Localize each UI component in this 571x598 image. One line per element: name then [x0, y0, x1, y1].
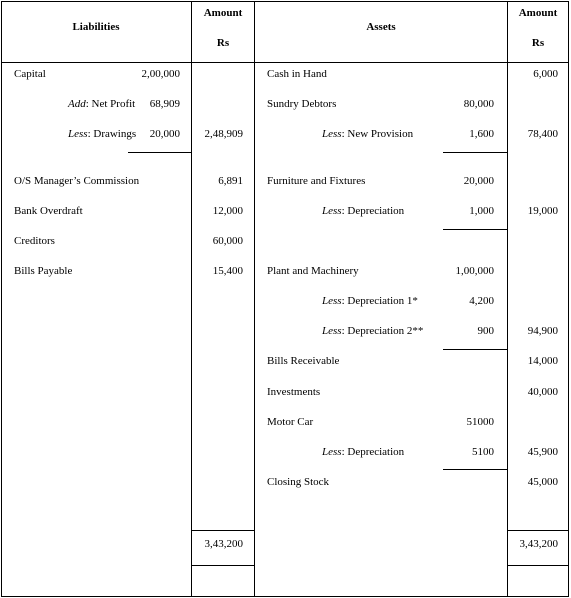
- plant-total: 94,900: [527, 325, 558, 337]
- table-border-bottom: [1, 596, 569, 597]
- motor-depreciation-label: Less: Depreciation: [322, 446, 405, 458]
- table-border-top: [1, 1, 569, 2]
- debtors-label: Sundry Debtors: [267, 98, 337, 110]
- subtotal-rule: [443, 349, 507, 350]
- new-provision-label: Less: New Provision: [322, 128, 414, 140]
- cash-total: 6,000: [533, 68, 558, 80]
- plant-depreciation-2-label: Less: Depreciation 2**: [322, 325, 424, 337]
- debtors-value: 80,000: [463, 98, 494, 110]
- bills-receivable-label: Bills Receivable: [267, 355, 340, 367]
- furniture-label: Furniture and Fixtures: [267, 175, 366, 187]
- net-profit-label: Add: Net Profit: [68, 98, 136, 110]
- new-provision-value: 1,600: [469, 128, 494, 140]
- bills-receivable-total: 14,000: [527, 355, 558, 367]
- subtotal-rule: [128, 152, 191, 153]
- drawings-label: Less: Drawings: [68, 128, 137, 140]
- bank-overdraft-label: Bank Overdraft: [14, 205, 83, 217]
- total-rule: [507, 565, 569, 566]
- capital-value: 2,00,000: [141, 68, 180, 80]
- column-divider: [254, 1, 255, 597]
- creditors-label: Creditors: [14, 235, 55, 247]
- furniture-depreciation-label: Less: Depreciation: [322, 205, 405, 217]
- amount-heading: Amount: [203, 7, 243, 19]
- motor-car-label: Motor Car: [267, 416, 314, 428]
- currency-heading: Rs: [531, 37, 545, 49]
- drawings-value: 20,000: [149, 128, 180, 140]
- cash-label: Cash in Hand: [267, 68, 327, 80]
- total-rule: [191, 530, 255, 531]
- column-divider: [507, 1, 508, 597]
- motor-car-value: 51000: [466, 416, 494, 428]
- manager-commission-total: 6,891: [218, 175, 243, 187]
- plant-depreciation-1-label: Less: Depreciation 1*: [322, 295, 418, 307]
- plant-depreciation-1-value: 4,200: [469, 295, 494, 307]
- capital-total: 2,48,909: [204, 128, 243, 140]
- closing-stock-total: 45,000: [527, 476, 558, 488]
- subtotal-rule: [443, 229, 507, 230]
- furniture-depreciation-value: 1,000: [469, 205, 494, 217]
- assets-grand-total: 3,43,200: [519, 538, 558, 550]
- manager-commission-label: O/S Manager’s Commission: [14, 175, 140, 187]
- column-divider: [191, 1, 192, 597]
- plant-value: 1,00,000: [455, 265, 494, 277]
- motor-car-total: 45,900: [527, 446, 558, 458]
- closing-stock-label: Closing Stock: [267, 476, 330, 488]
- currency-heading: Rs: [216, 37, 230, 49]
- motor-depreciation-value: 5100: [472, 446, 494, 458]
- table-border-left: [1, 1, 2, 597]
- capital-label: Capital: [14, 68, 46, 80]
- header-divider: [1, 62, 569, 63]
- creditors-total: 60,000: [212, 235, 243, 247]
- bills-payable-label: Bills Payable: [14, 265, 73, 277]
- plant-label: Plant and Machinery: [267, 265, 359, 277]
- total-rule: [191, 565, 255, 566]
- furniture-total: 19,000: [527, 205, 558, 217]
- total-rule: [507, 530, 569, 531]
- bills-payable-total: 15,400: [212, 265, 243, 277]
- investments-total: 40,000: [527, 386, 558, 398]
- subtotal-rule: [443, 152, 507, 153]
- liabilities-grand-total: 3,43,200: [204, 538, 243, 550]
- net-profit-value: 68,909: [149, 98, 180, 110]
- investments-label: Investments: [267, 386, 321, 398]
- assets-heading: Assets: [366, 21, 396, 33]
- plant-depreciation-2-value: 900: [477, 325, 494, 337]
- liabilities-heading: Liabilities: [72, 21, 120, 33]
- furniture-value: 20,000: [463, 175, 494, 187]
- subtotal-rule: [443, 469, 507, 470]
- bank-overdraft-total: 12,000: [212, 205, 243, 217]
- table-border-right: [568, 1, 569, 597]
- debtors-total: 78,400: [527, 128, 558, 140]
- amount-heading: Amount: [518, 7, 558, 19]
